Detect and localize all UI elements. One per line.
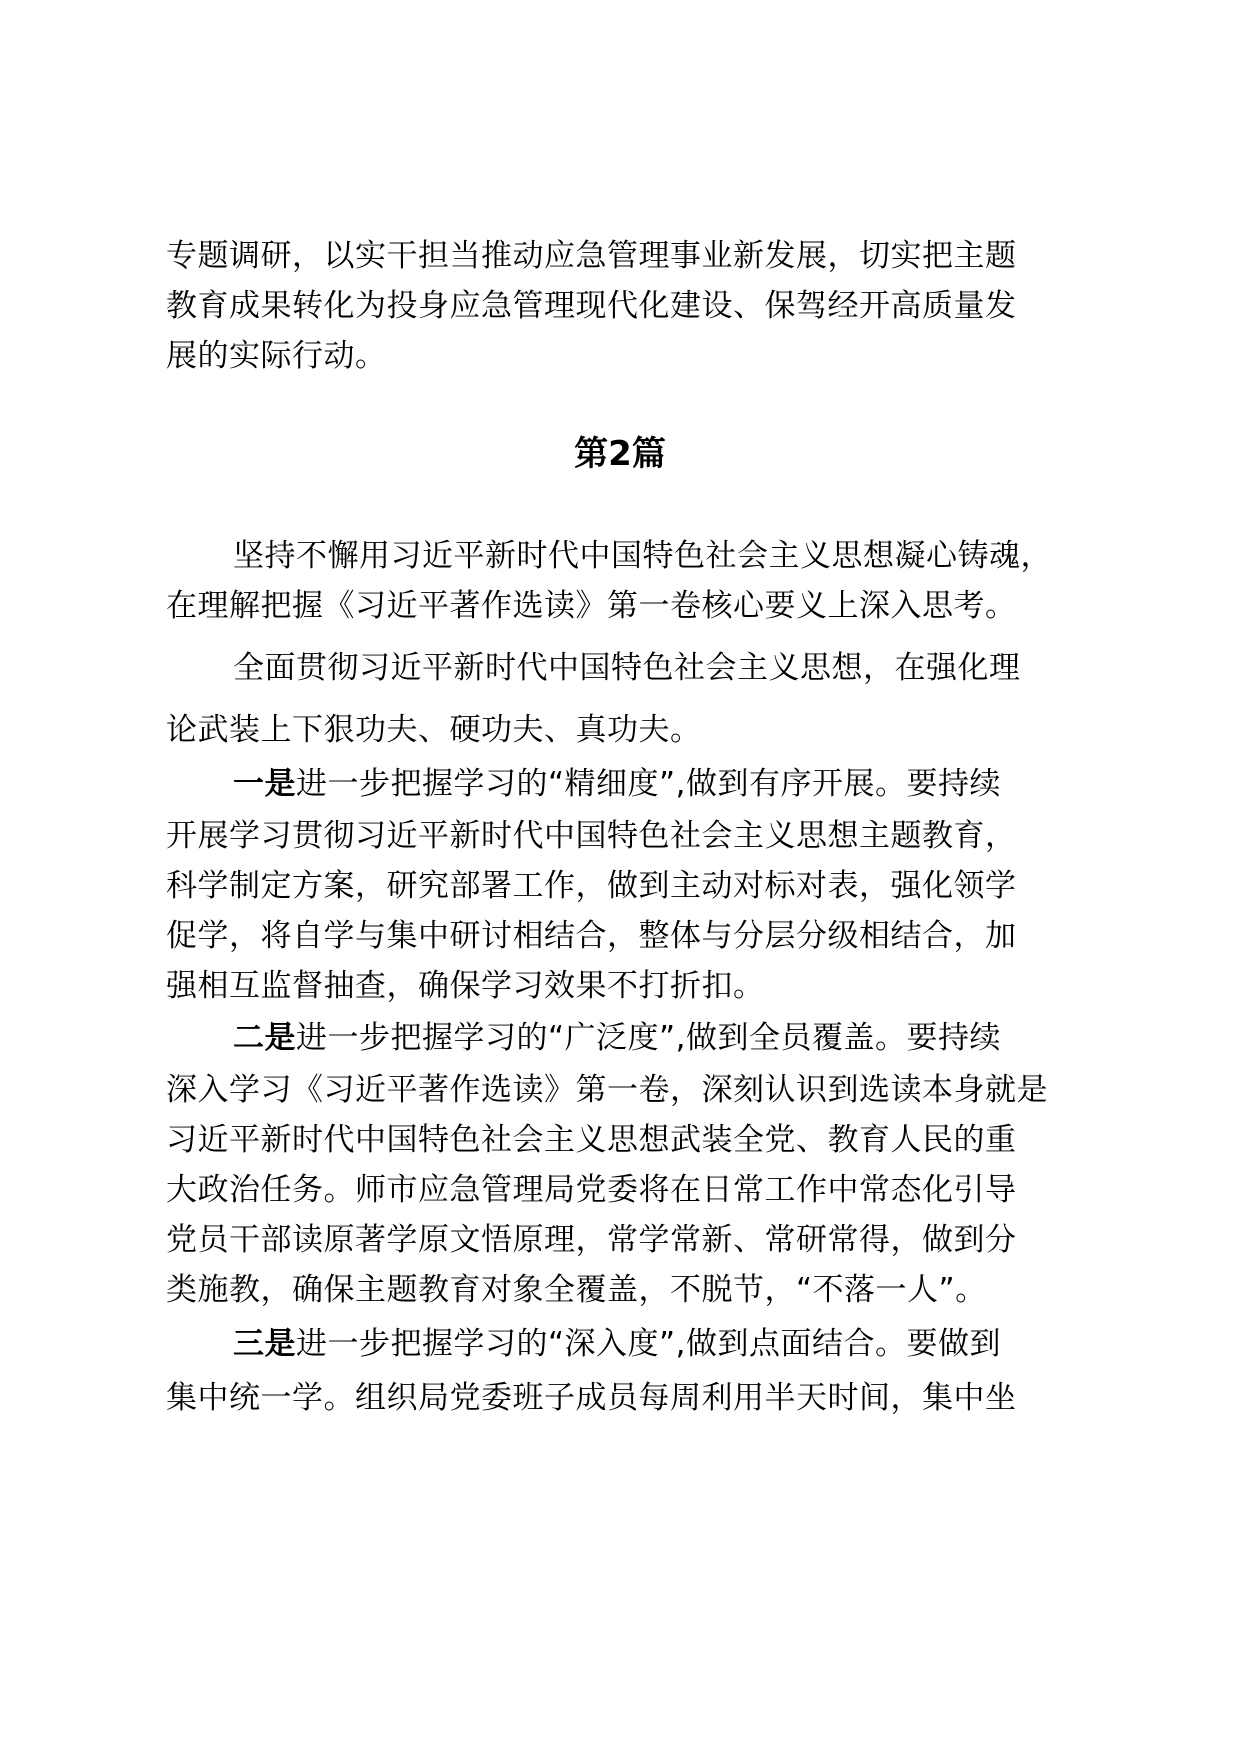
paragraph-3-line-2: 开展学习贯彻习近平新时代中国特色社会主义思想主题教育， bbox=[166, 818, 1017, 854]
paragraph-3-line-3: 科学制定方案，研究部署工作，做到主动对标对表，强化领学 bbox=[166, 868, 1017, 904]
paragraph-5-line-2: 集中统一学。组织局党委班子成员每周利用半天时间，集中坐 bbox=[166, 1380, 1017, 1416]
paragraph-3-line-4: 促学，将自学与集中研讨相结合，整体与分层分级相结合，加 bbox=[166, 918, 1017, 954]
paragraph-4-line-3: 习近平新时代中国特色社会主义思想武装全党、教育人民的重 bbox=[166, 1122, 1017, 1158]
continuation-line-2: 教育成果转化为投身应急管理现代化建设、保驾经开高质量发 bbox=[166, 288, 1017, 324]
continuation-line-3: 展的实际行动。 bbox=[166, 338, 387, 374]
paragraph-3-lead: 一是 bbox=[233, 766, 296, 802]
paragraph-4-line-5: 党员干部读原著学原文悟原理，常学常新、常研常得，做到分 bbox=[166, 1222, 1017, 1258]
paragraph-3-first: 进一步把握学习的“精细度”,做到有序开展。要持续 bbox=[296, 766, 1001, 802]
paragraph-4-line-1 bbox=[233, 1018, 1001, 1058]
paragraph-2-line-2: 论武装上下狠功夫、硬功夫、真功夫。 bbox=[166, 712, 702, 748]
paragraph-1-line-2: 在理解把握《习近平著作选读》第一卷核心要义上深入思考。 bbox=[166, 588, 1017, 624]
paragraph-5-line-1 bbox=[233, 1324, 1001, 1364]
paragraph-4-line-2: 深入学习《习近平著作选读》第一卷，深刻认识到选读本身就是 bbox=[166, 1072, 1048, 1108]
paragraph-3-line-5: 强相互监督抽查，确保学习效果不打折扣。 bbox=[166, 968, 765, 1004]
paragraph-1-line-1: 坚持不懈用习近平新时代中国特色社会主义思想凝心铸魂， bbox=[233, 538, 1052, 574]
paragraph-3-line-1 bbox=[233, 764, 1001, 804]
paragraph-5-lead: 三是 bbox=[233, 1326, 296, 1362]
continuation-line-1: 专题调研，以实干担当推动应急管理事业新发展，切实把主题 bbox=[166, 238, 1017, 274]
paragraph-5-first: 进一步把握学习的“深入度”,做到点面结合。要做到 bbox=[296, 1326, 1001, 1362]
paragraph-2-line-1: 全面贯彻习近平新时代中国特色社会主义思想，在强化理 bbox=[233, 650, 1021, 686]
paragraph-4-line-4: 大政治任务。师市应急管理局党委将在日常工作中常态化引导 bbox=[166, 1172, 1017, 1208]
paragraph-4-first: 进一步把握学习的“广泛度”,做到全员覆盖。要持续 bbox=[296, 1020, 1001, 1056]
paragraph-4-lead: 二是 bbox=[233, 1020, 296, 1056]
paragraph-4-line-6: 类施教，确保主题教育对象全覆盖，不脱节，“不落一人”。 bbox=[166, 1272, 987, 1308]
section-title: 第2篇 bbox=[574, 434, 666, 474]
